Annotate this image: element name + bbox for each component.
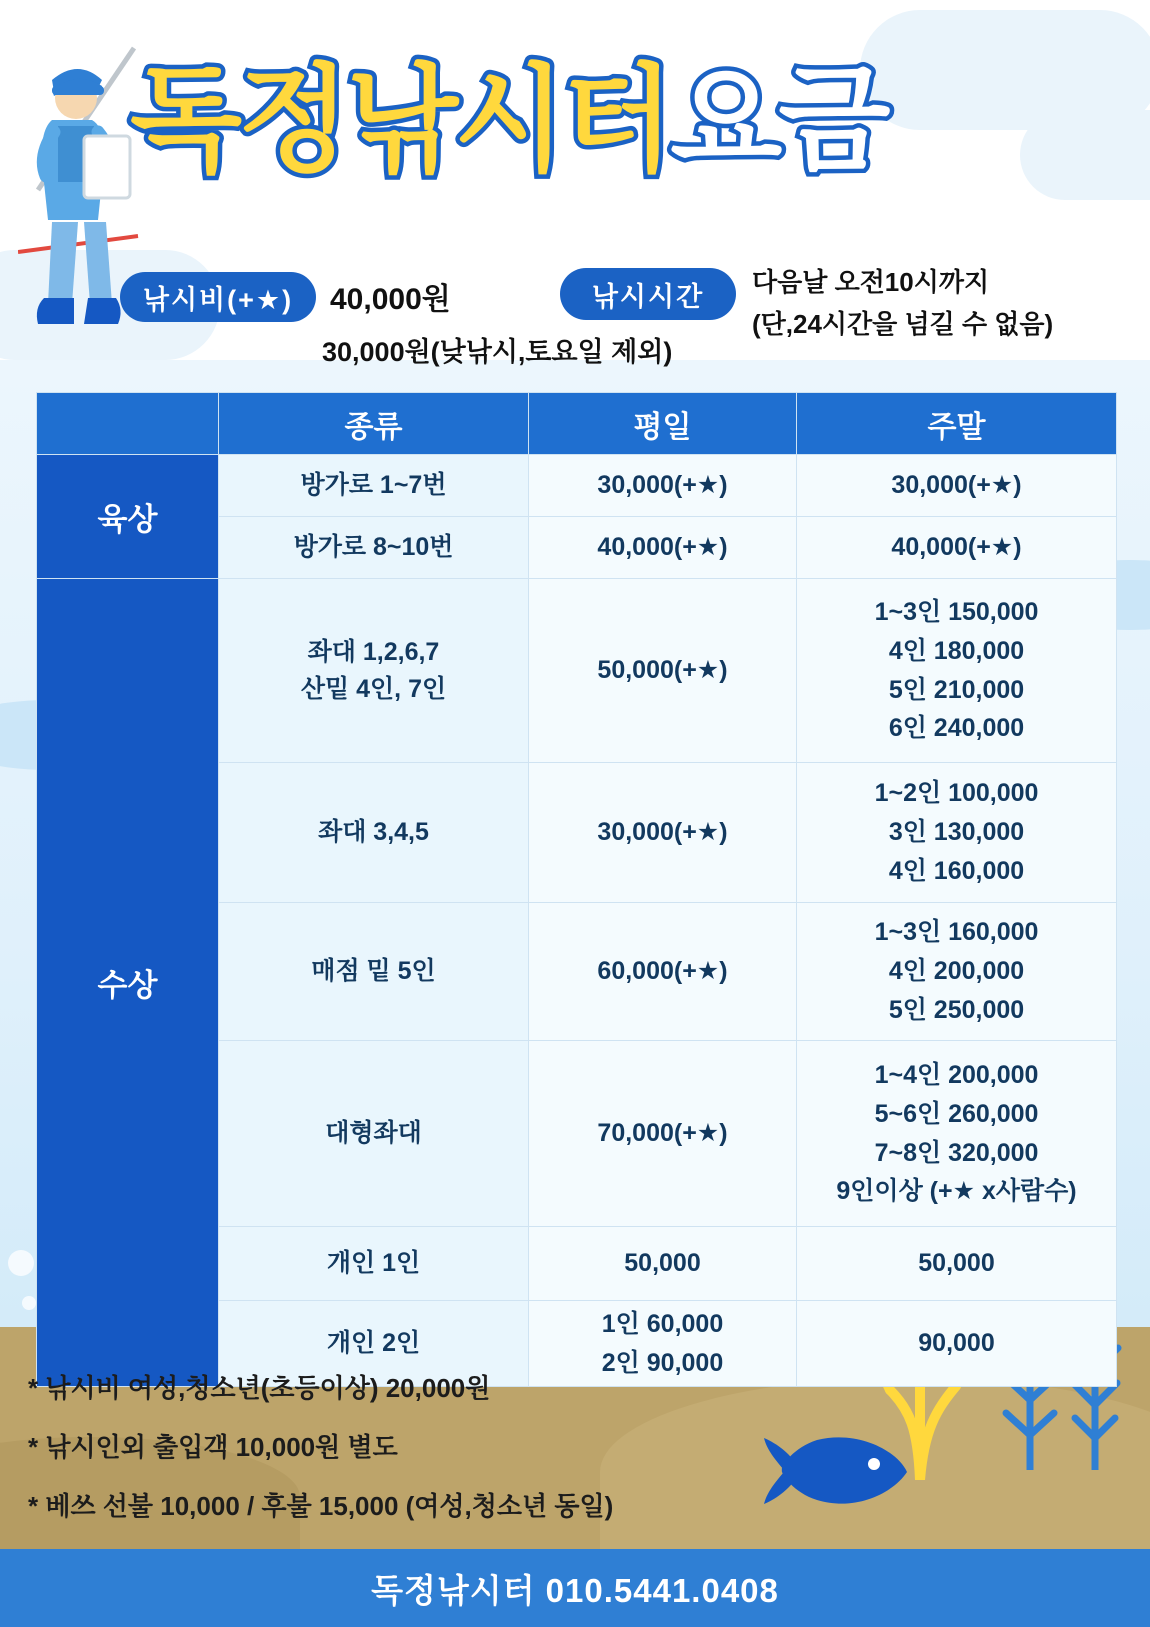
- weekend-line: 4인 160,000: [888, 856, 1025, 885]
- weekend-line: 3인 130,000: [888, 818, 1025, 847]
- kind-cell: 방가로 8~10번: [219, 517, 529, 579]
- weekend-line: 7~8인 320,000: [874, 1138, 1039, 1167]
- weekday-cell: 40,000(+★): [529, 517, 797, 579]
- fee-badge: 낚시비(+★): [120, 272, 316, 322]
- weekend-line: 5~6인 260,000: [874, 1099, 1039, 1128]
- bubble-shape: [22, 1296, 36, 1310]
- table-row: [37, 579, 1117, 763]
- category-water: 수상: [37, 579, 219, 1387]
- kind-cell: [219, 579, 529, 763]
- poster-header: [0, 0, 1150, 390]
- weekday-line: 2인 90,000: [601, 1348, 724, 1377]
- weekend-line: 1~3인 150,000: [874, 598, 1039, 626]
- title-main: 독정낚시터: [130, 55, 671, 185]
- time-note-line2: (단,24시간을 넘길 수 없음): [752, 309, 1054, 339]
- kind-cell: 좌대 3,4,5: [219, 763, 529, 903]
- kind-cell: 매점 밑 5인: [219, 903, 529, 1041]
- weekend-cell: [797, 763, 1117, 903]
- table-row: [37, 455, 1117, 517]
- weekday-cell: 70,000(+★): [529, 1041, 797, 1227]
- price-table-wrapper: [36, 392, 1116, 1387]
- kind-cell: 개인 1인: [219, 1227, 529, 1301]
- time-badge: 낚시시간: [560, 268, 736, 320]
- weekday-cell: 30,000(+★): [529, 455, 797, 517]
- note-item: * 낚시비 여성,청소년(초등이상) 20,000원: [28, 1373, 491, 1403]
- footer-contact: 독정낚시터 010.5441.0408: [371, 1571, 779, 1609]
- footer-bar: [0, 1549, 1150, 1627]
- weekend-line: 6인 240,000: [888, 714, 1025, 743]
- kind-line: 산밑 4인, 7인: [300, 674, 447, 703]
- weekend-line: 4인 200,000: [888, 957, 1025, 986]
- kind-cell: 대형좌대: [219, 1041, 529, 1227]
- table-header-kind: 종류: [219, 393, 529, 455]
- title-suffix: 요금: [670, 55, 887, 185]
- weekday-cell: 50,000(+★): [529, 579, 797, 763]
- table-header-row: [37, 393, 1117, 455]
- weekend-cell: [797, 1041, 1117, 1227]
- weekend-line: 1~2인 100,000: [874, 779, 1039, 808]
- weekday-cell: 60,000(+★): [529, 903, 797, 1041]
- fee-sub-amount: 30,000원(낮낚시,토요일 제외): [322, 337, 673, 367]
- table-header-weekday: 평일: [529, 393, 797, 455]
- weekend-line: 1~4인 200,000: [874, 1061, 1039, 1089]
- kind-line: 좌대 1,2,6,7: [307, 638, 440, 667]
- price-table: [36, 392, 1117, 1387]
- category-land: 육상: [37, 455, 219, 579]
- weekend-cell: 30,000(+★): [797, 455, 1117, 517]
- weekend-cell: [797, 579, 1117, 763]
- kind-cell: 방가로 1~7번: [219, 455, 529, 517]
- weekend-line: 1~3인 160,000: [874, 918, 1039, 947]
- notes-list: [28, 1368, 788, 1545]
- weekend-cell: 40,000(+★): [797, 517, 1117, 579]
- time-note-line1: 다음날 오전10시까지: [752, 267, 990, 297]
- weekend-cell: 90,000: [797, 1301, 1117, 1387]
- kind-cell: 개인 2인: [219, 1301, 529, 1387]
- note-item: * 낚시인외 출입객 10,000원 별도: [28, 1432, 398, 1462]
- weekday-cell: 30,000(+★): [529, 763, 797, 903]
- weekday-cell: 50,000: [529, 1227, 797, 1301]
- weekend-line: 5인 210,000: [888, 675, 1025, 704]
- weekend-cell: 50,000: [797, 1227, 1117, 1301]
- weekend-cell: [797, 903, 1117, 1041]
- weekend-line: 4인 180,000: [888, 636, 1025, 665]
- weekend-line: 5인 250,000: [888, 995, 1025, 1024]
- fee-main-amount: 40,000원: [330, 283, 451, 316]
- bubble-shape: [8, 1250, 34, 1276]
- note-item: * 베쓰 선불 10,000 / 후불 15,000 (여성,청소년 동일): [28, 1491, 614, 1521]
- page-title: [130, 55, 887, 185]
- weekend-line: 9인이상 (+★ x사람수): [836, 1177, 1077, 1206]
- table-header-corner: [37, 393, 219, 455]
- table-header-weekend: 주말: [797, 393, 1117, 455]
- weekday-line: 1인 60,000: [601, 1309, 724, 1338]
